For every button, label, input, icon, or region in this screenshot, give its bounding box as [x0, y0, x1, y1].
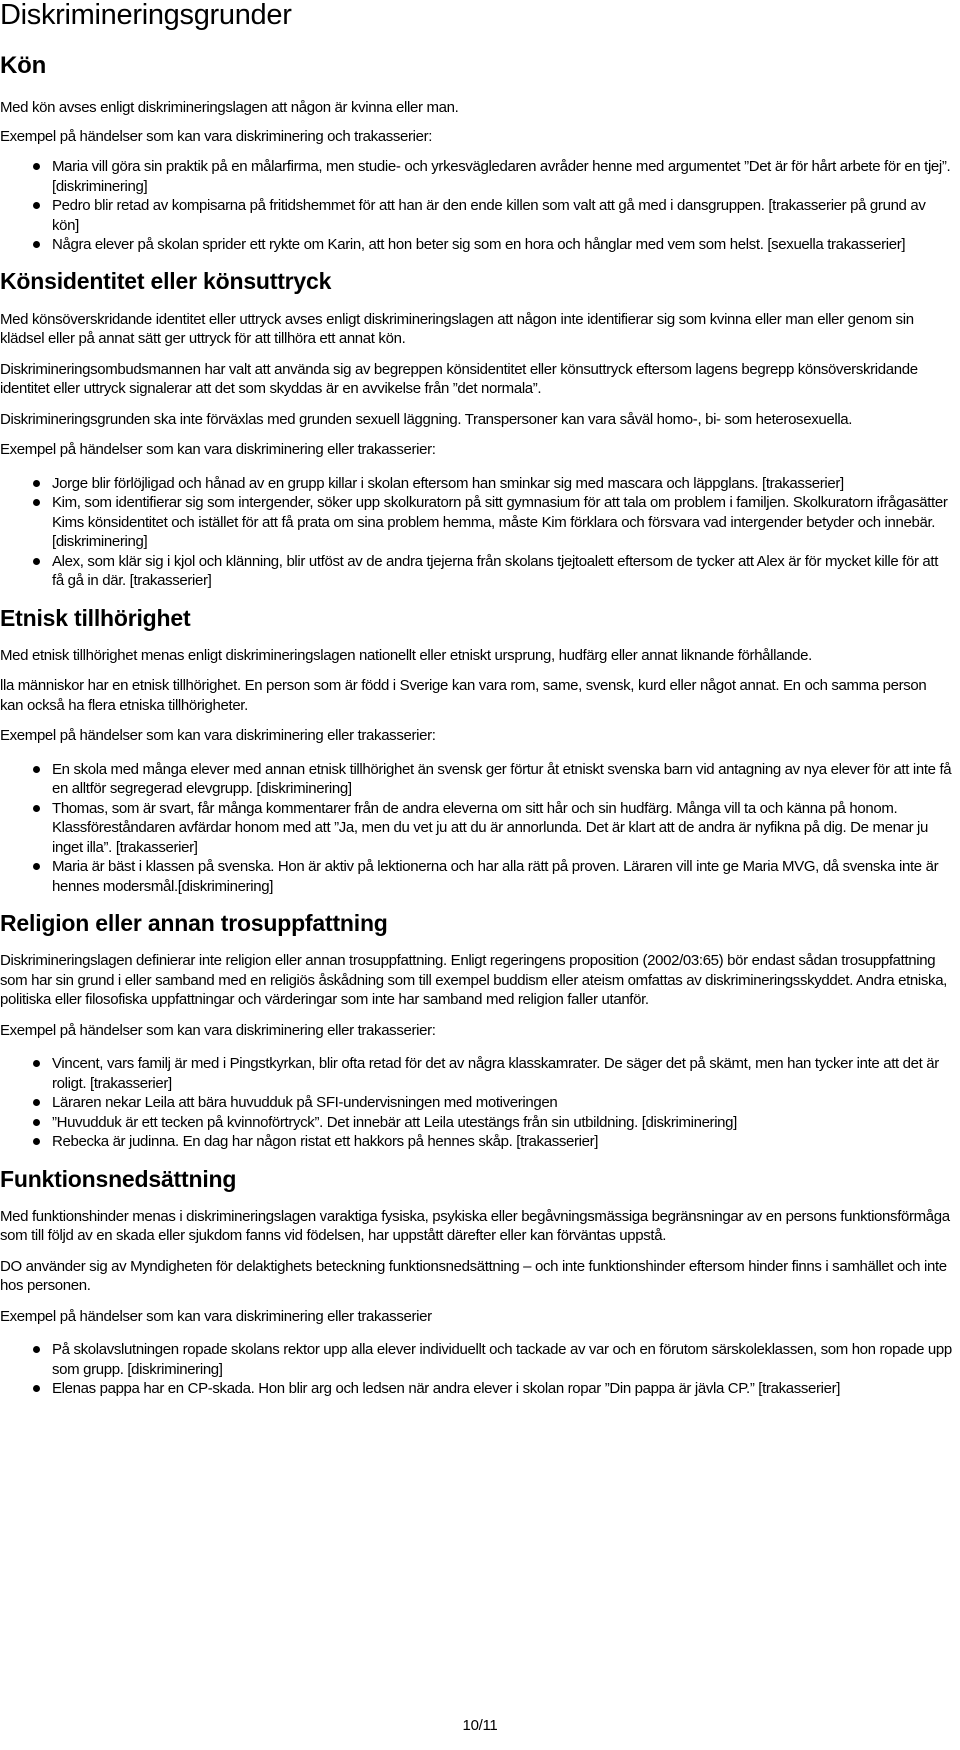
example-list-religion [0, 1054, 952, 1152]
paragraph: Med kön avses enligt diskrimineringslagen att någon är kvinna eller man. [0, 99, 459, 116]
document-title: Diskrimineringsgrunder [0, 0, 292, 31]
list-item: Alex, som klär sig i kjol och klänning, blir utföst av de andra tjejerna från skolans tjejtoalett eftersom de tycker att Alex är för mycket kille för att få gå in där. [trakasserier] [52, 552, 952, 591]
example-list-kon [0, 157, 952, 255]
list-item: Jorge blir förlöjligad och hånad av en grupp killar i skolan eftersom han sminkar sig med mascara och läppglans. [trakasserier] [52, 474, 952, 494]
paragraph: Diskrimineringsombudsmannen har valt att använda sig av begreppen könsidentitet eller könsuttryck eftersom lagens begrepp könsöverskridande identitet eller uttryck signalerar att det som skyddas är en avvikelse från ”det normala”. [0, 360, 918, 397]
paragraph: Exempel på händelser som kan vara diskriminering eller trakasserier: [0, 1021, 436, 1039]
list-item: Pedro blir retad av kompisarna på fritidshemmet för att han är den ende killen som valt att gå med i dansgruppen. [trakasserier på grund av kön] [52, 196, 952, 235]
section-heading-religion: Religion eller annan trosuppfattning [0, 910, 388, 936]
example-list-funktion [0, 1340, 952, 1399]
section-heading-etnisk: Etnisk tillhörighet [0, 604, 191, 631]
paragraph: Med könsöverskridande identitet eller uttryck avses enligt diskrimineringslagen att någon inte identifierar sig som kvinna eller man eller genom sin klädsel eller på annat sätt ger uttryck för att tillhöra ett annat kön. [0, 310, 914, 347]
paragraph: Exempel på händelser som kan vara diskriminering eller trakasserier: [0, 441, 436, 458]
section-heading-konsidentitet: Könsidentitet eller könsuttryck [0, 267, 332, 294]
list-item: Maria är bäst i klassen på svenska. Hon är aktiv på lektionerna och har alla rätt på proven. Läraren vill inte ge Maria MVG, då svenska inte är hennes modersmål.[diskriminering] [52, 857, 952, 896]
list-item: En skola med många elever med annan etnisk tillhörighet än svensk ger förtur åt etniskt svenska barn vid antagning av nya elever för att inte få en alltför segregerad elevgrupp. [diskriminering] [52, 760, 952, 797]
list-item: Vincent, vars familj är med i Pingstkyrkan, blir ofta retad för det av några klasskamrater. De säger det på skämt, men han tycker inte att det är roligt. [trakasserier] [52, 1054, 952, 1093]
list-item: Elenas pappa har en CP-skada. Hon blir arg och ledsen när andra elever i skolan ropar ”Din pappa är jävla CP.” [trakasserier] [52, 1379, 952, 1399]
page-number: 10/11 [462, 1717, 498, 1734]
section-heading-kon: Kön [0, 52, 47, 79]
paragraph: lla människor har en etnisk tillhörighet. En person som är född i Sverige kan vara rom, same, svensk, kurd eller något annat. En och samma person kan också ha flera etniska tillhörigheter. [0, 677, 927, 714]
list-item: Några elever på skolan sprider ett rykte om Karin, att hon beter sig som en hora och hånglar med vem som helst. [sexuella trakasserier] [52, 235, 952, 255]
list-item: Kim, som identifierar sig som intergender, söker upp skolkuratorn på sitt gymnasium för att tala om problem i familjen. Skolkuratorn ifrågasätter Kims könsidentitet och istället för att få prata om sina problem hemma, måste Kim förklara och försvara vad intergender betyder och innebär. [diskriminering] [52, 493, 952, 552]
paragraph: DO använder sig av Myndigheten för delaktighets beteckning funktionsnedsättning – och inte funktionshinder eftersom hinder finns i samhället och inte hos personen. [0, 1257, 947, 1294]
list-item: Maria vill göra sin praktik på en målarfirma, men studie- och yrkesvägledaren avråder henne med argumentet ”Det är för hårt arbete för en tjej”. [diskriminering] [52, 158, 951, 195]
example-list-konsidentitet [0, 474, 952, 591]
list-item: På skolavslutningen ropade skolans rektor upp alla elever individuellt och tackade av var och en förutom särskoleklassen, som hon ropade upp som grupp. [diskriminering] [52, 1341, 952, 1378]
list-item: ”Huvudduk är ett tecken på kvinnoförtryck”. Det innebär att Leila utestängs från sin utbildning. [diskriminering] [52, 1113, 952, 1133]
list-item: Rebecka är judinna. En dag har någon ristat ett hakkors på hennes skåp. [trakasserier] [52, 1132, 952, 1152]
example-list-etnisk [0, 760, 952, 897]
paragraph: Diskrimineringslagen definierar inte religion eller annan trosuppfattning. Enligt regeringens proposition (2002/03:65) bör endast sådan trosuppfattning som har sin grund i eller samband med en religiös åskådning som till exempel buddism eller ateism omfattas av diskrimineringsskyddet. Andra etniska, politiska eller filosofiska uppfattningar och värderingar som inte har samband med religion faller utanför. [0, 952, 947, 1008]
paragraph: Exempel på händelser som kan vara diskriminering eller trakasserier: [0, 727, 436, 744]
list-item: Thomas, som är svart, får många kommentarer från de andra eleverna om sitt hår och sin hudfärg. Många vill ta och känna på honom. Klassföreståndaren avfärdar honom med att ”Ja, men du vet ju att du är annorlunda. Det är klart att de andra är nyfikna på dig. De menar ju inget illa”. [trakasserier] [52, 799, 952, 858]
paragraph: Diskrimineringsgrunden ska inte förväxlas med grunden sexuell läggning. Transpersoner kan vara såväl homo-, bi- som heterosexuella. [0, 410, 853, 428]
section-heading-funktion: Funktionsnedsättning [0, 1165, 237, 1192]
list-item: Läraren nekar Leila att bära huvudduk på SFI-undervisningen med motiveringen [52, 1093, 952, 1113]
paragraph: Exempel på händelser som kan vara diskriminering och trakasserier: [0, 127, 433, 145]
paragraph: Med funktionshinder menas i diskrimineringslagen varaktiga fysiska, psykiska eller begåvningsmässiga begränsningar av en persons funktionsförmåga som till följd av en skada eller sjukdom fanns vid födelsen, har uppstått därefter eller kan förväntas uppstå. [0, 1207, 950, 1244]
paragraph: Med etnisk tillhörighet menas enligt diskrimineringslagen nationellt eller etniskt ursprung, hudfärg eller annat liknande förhållande. [0, 646, 812, 664]
paragraph: Exempel på händelser som kan vara diskriminering eller trakasserier [0, 1307, 432, 1325]
